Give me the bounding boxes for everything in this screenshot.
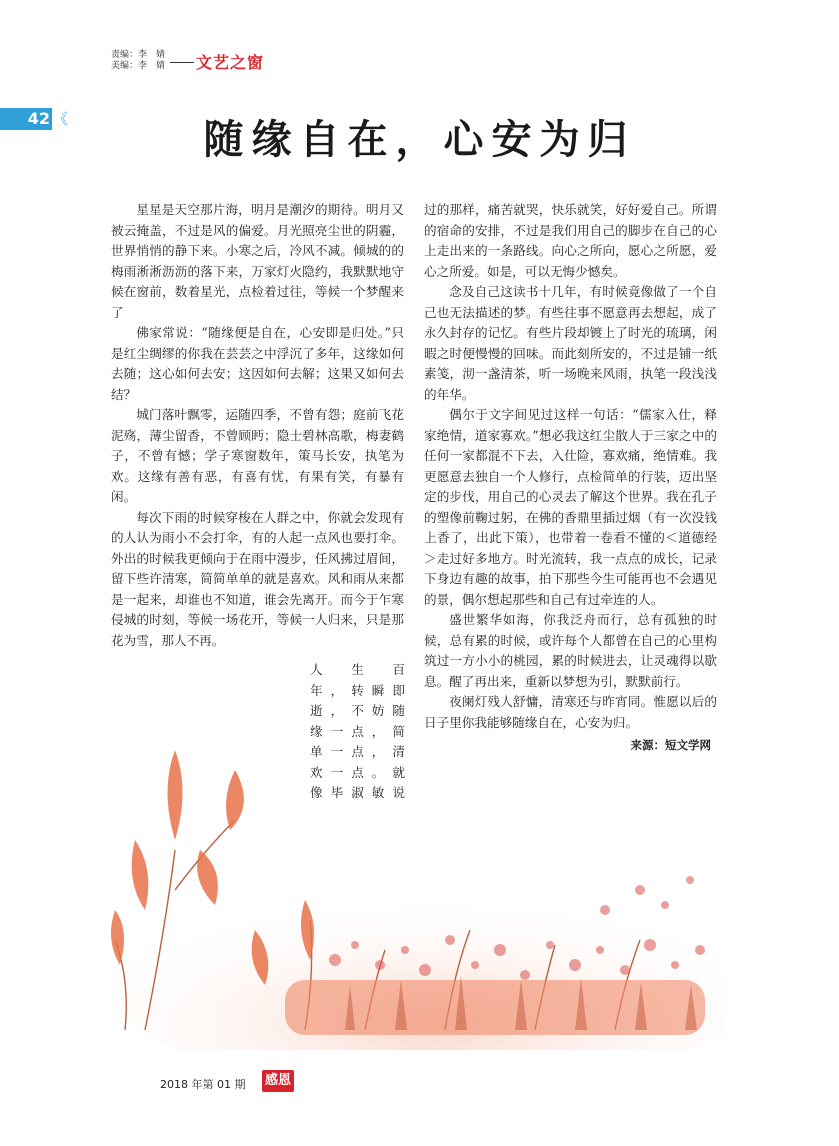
paragraph: 城门落叶飘零，运随四季，不曾有怨；庭前飞花泥殇，薄尘留香，不曾顾眄；隐士碧林高歌，梅妻鹤子，不曾有憾；学子寒窗数年，策马长安，执笔为欢。这缘有善有恶，有喜有忧，有果有笑，有暴有闲。 [111,407,404,504]
wrapped-line: 逝，不妨随 [310,703,405,718]
section-title: 文艺之窗 [196,53,265,72]
magazine-logo: 感恩 [262,1070,294,1092]
paragraph: 佛家常说：“随缘便是自在，心安即是归处。”只是红尘绸缪的你我在芸芸之中浮沉了多年，这缘如何去随；这心如何去安；这因如何去解；这果又如何去结？ [111,325,404,402]
wrapped-line: 单一点，清 [310,744,405,759]
designer-line: 美编：李 婧 [111,61,166,71]
issue-label: 2018 年第 01 期 [160,1078,246,1091]
article-title: 随缘自在，心安为归 [203,116,636,163]
paragraph: 星星是天空那片海，明月是潮汐的期待。明月又被云掩盖，不过是风的偏爱。月光照亮尘世的阴霾，世界悄悄的静下来。小寒之后，冷风不减。倾城的的梅雨淅淅沥沥的落下来，万家灯火隐约，我默默地守候在窗前，数着星光，点检着过往，等候一个梦醒来了 [111,202,404,320]
paragraph: 偶尔于文字间见过这样一句话：“儒家入仕，释家绝情，道家寡欢。”想必我这红尘散人于三家之中的任何一家都混不下去，入仕险，寡欢痛，绝情难。我更愿意去独自一个人修行，点检简单的行装，迈出坚定的步伐，用自己的心灵去了解这个世界。我在孔子的塑像前鞠过躬，在佛的香鼎里插过烟（有一次没钱上香了，出此下策），也带着一卷看不懂的＜道德经＞走过好多地方。时光流转，我一点点的成长，记录下身边有趣的故事，拍下那些今生可能再也不会遇见的景，偶尔想起那些和自己有过牵连的人。 [424,407,717,607]
wrapped-line: 像毕淑敏说 [310,785,405,800]
section-divider [170,62,194,63]
wrapped-line: 年，转瞬即 [310,682,405,698]
paragraph: 过的那样，痛苦就哭，快乐就笑，好好爱自己。所谓的宿命的安排，不过是我们用自己的脚步在自己的心上走出来的一条路线。向心之所向，愿心之所愿，爱心之所爱。如是，可以无悔少憾矣。 [424,202,717,279]
paragraph: 念及自己这读书十几年，有时候竟像做了一个自己也无法描述的梦。有些往事不愿意再去想起，成了永久封存的记忆。有些片段却镀上了时光的琉璃，闲暇之时便慢慢的回味。而此刻所安的，不过是铺一纸素笺，沏一盏清茶，听一场晚来风雨，执笔一段浅浅的年华。 [424,284,717,402]
wrapped-line: 欢一点。就 [310,764,405,780]
article-source: 来源：短文学网 [630,738,711,752]
paragraph: 盛世繁华如海，你我泛舟而行，总有孤独的时候，总有累的时候，或许每个人都曾在自己的心里构筑过一方小小的桃园，累的时候进去，让灵魂得以歇息。醒了再出来，重新以梦想为引，默默前行。 [424,612,717,689]
wrapped-line: 缘一点，简 [310,723,405,739]
page-number: 42 [0,108,52,130]
paragraph: 夜阑灯残人舒慵，清寒还与昨宵同。惟愿以后的日子里你我能够随缘自在，心安为归。 [424,694,717,730]
wrapped-line: 人 生 百 [310,662,405,677]
article-column-left [111,200,404,651]
paragraph: 每次下雨的时候穿梭在人群之中，你就会发现有的人认为雨小不会打伞，有的人起一点风也要打伞。外出的时候我更倾向于在雨中漫步，任风拂过眉间，留下些许清寒，简简单单的就是喜欢。风和雨从来都是一起来，却谁也不知道，谁会先离开。而今于乍寒侵城的时刻，等候一场花开，等候一人归来，只是那花为雪，那人不再。 [111,509,404,648]
editor-line: 责编：李 婧 [111,50,166,60]
article-column-right [424,200,717,756]
autumn-leaves-illustration [105,730,725,1050]
page-mark: 《 [53,110,69,128]
editor-credits [111,50,165,72]
